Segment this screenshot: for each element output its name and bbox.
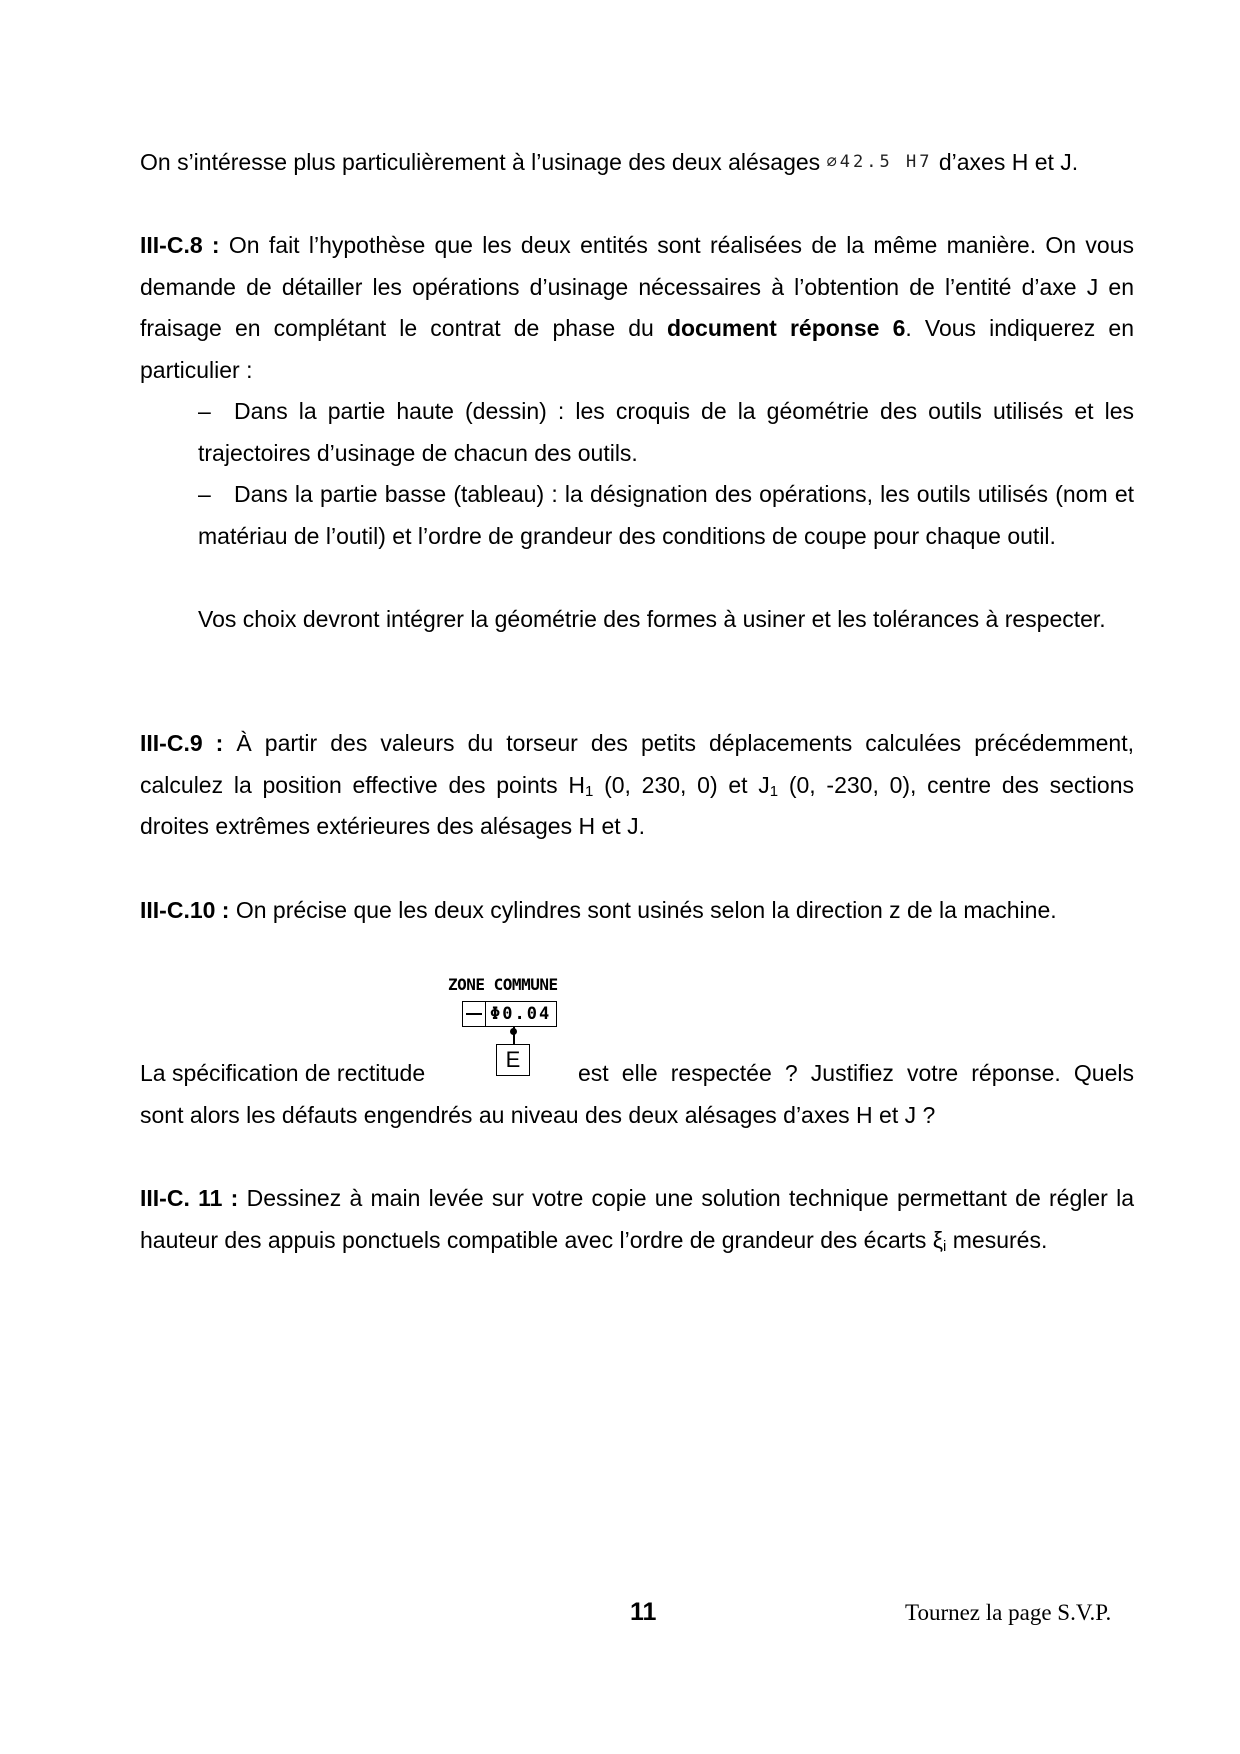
list-dash: – (198, 398, 211, 424)
intro-text-end: d’axes H et J. (932, 149, 1079, 175)
intro-paragraph (140, 142, 1134, 184)
question-text: À partir des valeurs du torseur des petits déplacements calculées précédemment, calculez la position effective des points H (140, 730, 1135, 798)
question-label: III-C.9 : (140, 730, 224, 756)
question-iii-c9 (140, 723, 1134, 848)
question-text-end: . Vous indiquerez en particulier : (140, 315, 1134, 383)
subscript: i (943, 1237, 947, 1255)
question-label: III-C.10 : (140, 897, 230, 923)
question-text-end: mesurés. (946, 1226, 1048, 1253)
bore-tolerance: ∅42.5 H7 (826, 152, 933, 172)
spec-text-after-end: sont alors les défauts engendrés au niveau des deux alésages d’axes H et J ? (140, 1102, 936, 1128)
spec-text-after-start: est elle respectée ? Justifiez votre réponse. Quels (578, 1060, 1134, 1086)
question-text: Dessinez à main levée sur votre copie une solution technique permettant de régler la hauteur des appuis ponctuels compatible avec l’ordre de grandeur des écarts ξ (140, 1185, 1134, 1253)
question-text: (0, 230, 0) et J (593, 771, 770, 798)
closing-note: Vos choix devront intégrer la géométrie des formes à usiner et les tolérances à respecter. (198, 606, 1106, 632)
straightness-symbol-icon (463, 1002, 486, 1026)
intro-text: On s’intéresse plus particulièrement à l’usinage des deux alésages (140, 149, 827, 175)
subscript: 1 (769, 782, 779, 800)
question-text: On précise que les deux cylindres sont usinés selon la direction z de la machine. (229, 897, 1057, 923)
envelope-datum-box: E (496, 1044, 530, 1076)
question-label: III-C. 11 : (140, 1185, 239, 1211)
question-iii-c8 (140, 225, 1134, 391)
subscript: 1 (585, 782, 594, 800)
straightness-tolerance-frame (442, 975, 602, 1085)
list-item-text: Dans la partie haute (dessin) : les croquis de la géométrie des outils utilisés et les trajectoires d’usinage de chacun des outils. (198, 398, 1134, 466)
question-label: III-C.8 : (140, 232, 220, 258)
list-item (198, 391, 1134, 474)
question-iii-c10 (140, 890, 1134, 932)
tolerance-value: Φ0.04 (490, 1004, 552, 1024)
question-text: On fait l’hypothèse que les deux entités sont réalisées de la même manière. On vous demande de détailler les opérations d’usinage nécessaires à l’obtention de l’entité d’axe J en fraisage en complétant le contrat de phase du (140, 232, 1134, 341)
straightness-spec-line-3 (140, 1095, 1134, 1137)
straightness-spec-line-2 (578, 1053, 1134, 1095)
page-number: 11 (630, 1598, 657, 1626)
spec-text-before: La spécification de rectitude (140, 1060, 426, 1086)
list-item (198, 474, 1134, 557)
zone-commune-label: ZONE COMMUNE (448, 975, 558, 994)
leader-dot-icon (510, 1028, 517, 1035)
question-text-end: (0, -230, 0), centre des sections droites extrêmes extérieures des alésages H et J. (140, 771, 1135, 839)
list-item-text: Dans la partie basse (tableau) : la désignation des opérations, les outils utilisés (nom et matériau de l’outil) et l’ordre de grandeur des conditions de coupe pour chaque outil. (198, 481, 1134, 549)
feature-control-frame (462, 1001, 557, 1027)
document-reference: document réponse 6 (666, 315, 906, 341)
list-dash: – (198, 481, 211, 507)
turn-page-note: Tournez la page S.V.P. (905, 1600, 1112, 1625)
question-iii-c11 (140, 1178, 1134, 1261)
